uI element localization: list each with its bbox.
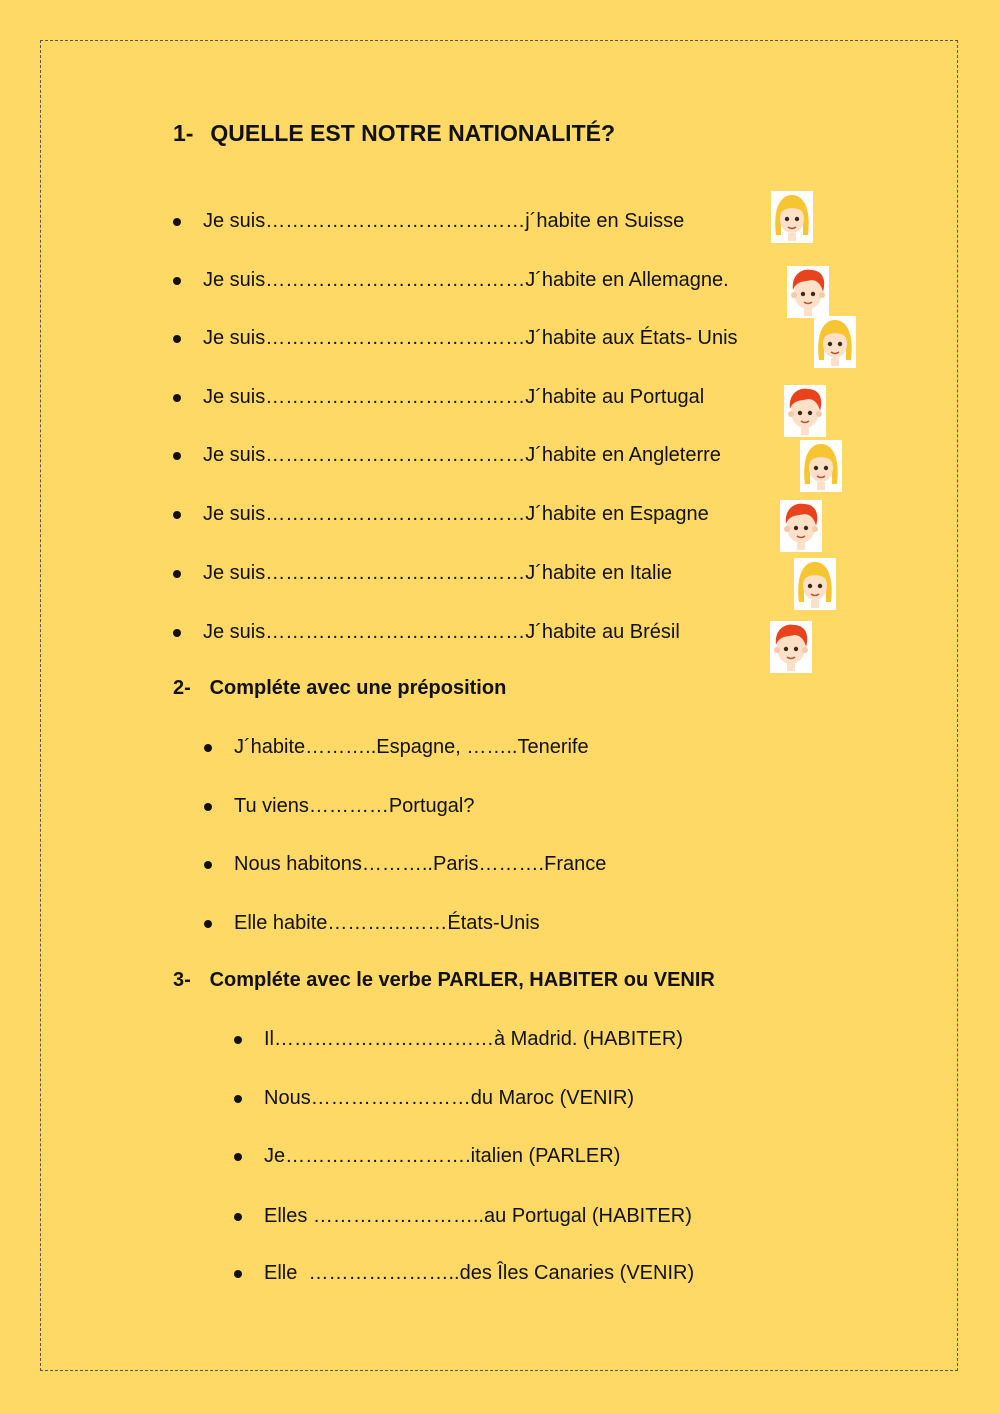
item-text: Il……………………………à Madrid. (HABITER) <box>264 1028 683 1050</box>
list-item <box>234 735 589 759</box>
item-text: Elle habite………………États-Unis <box>234 912 540 934</box>
section-3-heading <box>173 969 715 992</box>
section-title: Compléte avec le verbe PARLER, HABITER ou VENIR <box>209 969 715 991</box>
bullet-icon <box>173 277 181 285</box>
item-text: Je suis…………………………………J´habite au Brésil <box>203 621 680 643</box>
item-text: Nous habitons………..Paris……….France <box>234 853 607 875</box>
bullet-icon <box>234 1213 242 1221</box>
item-text: J´habite………..Espagne, ……..Tenerife <box>234 736 589 758</box>
list-item <box>203 209 684 233</box>
list-item <box>234 794 474 818</box>
bullet-icon <box>173 335 181 343</box>
dashed-border <box>40 40 958 1371</box>
list-item <box>264 1204 692 1228</box>
item-text: Je suis…………………………………J´habite en Angleterre <box>203 444 721 466</box>
item-text: Nous……………………du Maroc (VENIR) <box>264 1087 635 1109</box>
bullet-icon <box>173 511 181 519</box>
section-title: Compléte avec une préposition <box>209 677 507 699</box>
list-item <box>203 385 704 409</box>
list-item <box>234 852 606 876</box>
section-2-heading <box>173 677 506 700</box>
section-title: QUELLE EST NOTRE NATIONALITÉ? <box>210 120 616 146</box>
bullet-icon <box>234 1153 242 1161</box>
boy-face-icon <box>770 621 812 673</box>
list-item <box>264 1144 620 1168</box>
bullet-icon <box>234 1036 242 1044</box>
item-text: Elles ……………………..au Portugal (HABITER) <box>264 1205 692 1227</box>
section-number: 3- <box>173 969 191 991</box>
list-item <box>203 502 709 526</box>
bullet-icon <box>234 1095 242 1103</box>
list-item <box>264 1027 683 1051</box>
bullet-icon <box>234 1270 242 1278</box>
section-1-heading <box>173 120 615 147</box>
boy-face-icon <box>787 266 829 318</box>
list-item <box>203 620 680 644</box>
list-item <box>234 911 540 935</box>
item-text: Je suis…………………………………J´habite en Allemagne. <box>203 269 729 291</box>
item-text: Je suis…………………………………J´habite aux États- Unis <box>203 327 738 349</box>
bullet-icon <box>173 452 181 460</box>
bullet-icon <box>173 570 181 578</box>
item-text: Tu viens…………Portugal? <box>234 795 475 817</box>
bullet-icon <box>173 394 181 402</box>
item-text: Je suis…………………………………J´habite en Espagne <box>203 503 709 525</box>
girl-face-icon <box>814 316 856 368</box>
list-item <box>203 326 738 350</box>
girl-face-icon <box>800 440 842 492</box>
bullet-icon <box>204 744 212 752</box>
bullet-icon <box>204 920 212 928</box>
girl-face-icon <box>771 191 813 243</box>
item-text: Je suis…………………………………J´habite en Italie <box>203 562 673 584</box>
item-text: Je suis…………………………………J´habite au Portugal <box>203 386 705 408</box>
section-number: 2- <box>173 677 191 699</box>
bullet-icon <box>204 861 212 869</box>
bullet-icon <box>173 218 181 226</box>
section-number: 1- <box>173 120 194 146</box>
boy-face-icon <box>784 385 826 437</box>
item-text: Elle …………………..des Îles Canaries (VENIR) <box>264 1262 695 1284</box>
list-item <box>264 1261 694 1285</box>
girl-face-icon <box>794 558 836 610</box>
bullet-icon <box>173 629 181 637</box>
list-item <box>203 443 721 467</box>
bullet-icon <box>204 803 212 811</box>
item-text: Je suis…………………………………j´habite en Suisse <box>203 210 685 232</box>
list-item <box>203 268 729 292</box>
list-item <box>203 561 672 585</box>
list-item <box>264 1086 634 1110</box>
item-text: Je……………………….italien (PARLER) <box>264 1145 621 1167</box>
boy-face-icon <box>780 500 822 552</box>
